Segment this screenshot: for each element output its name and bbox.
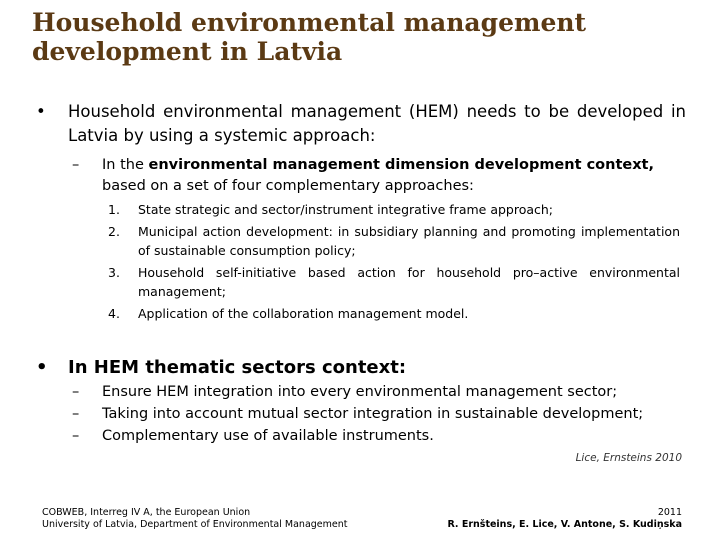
sub-bullet-marker: – — [72, 406, 80, 422]
sub-bullet-suffix: based on a set of four complementary approaches: — [102, 178, 474, 194]
citation: Lice, Ernsteins 2010 — [575, 452, 682, 464]
list-item — [108, 304, 680, 323]
sub-bullet-bold: environmental management dimension development context, — [148, 157, 655, 173]
list-item-text: State strategic and sector/instrument integrative frame approach; — [138, 202, 554, 217]
slide-title: Household environmental management development in Latvia — [32, 8, 587, 66]
list-item — [108, 222, 680, 260]
footer-project: COBWEB, Interreg IV A, the European Union — [42, 507, 251, 518]
footer-department: University of Latvia, Department of Environmental Management — [42, 519, 348, 530]
list-item — [108, 263, 680, 301]
footer-authors: R. Ernšteins, E. Lice, V. Antone, S. Kudiņska — [447, 519, 682, 530]
bullet-marker: • — [36, 102, 46, 121]
list-item-text: Taking into account mutual sector integration in sustainable development; — [102, 406, 644, 422]
footer-right — [447, 507, 682, 531]
list-item — [72, 425, 682, 447]
sub-bullet-marker: – — [72, 428, 80, 444]
sub-bullet-marker: – — [72, 384, 80, 400]
sub-bullet-marker: – — [72, 157, 80, 173]
list-item — [72, 403, 682, 425]
footer-left — [42, 507, 347, 531]
list-item-text: Ensure HEM integration into every environmental management sector; — [102, 384, 618, 400]
list-number: 3. — [108, 265, 120, 280]
list-item-text: Municipal action development: in subsidiary planning and promoting implementation of sustainable consumption policy; — [138, 224, 680, 258]
bullet-marker: • — [36, 357, 48, 378]
list-item-text: Household self-initiative based action for household pro–active environmental management; — [138, 265, 680, 299]
list-item-text: Complementary use of available instruments. — [102, 428, 434, 444]
list-number: 1. — [108, 202, 120, 217]
numbered-approaches-list — [108, 200, 680, 326]
sub-bullet-text — [102, 155, 682, 197]
footer-year: 2011 — [657, 507, 682, 518]
list-item-text: Application of the collaboration management model. — [138, 306, 469, 321]
list-item — [72, 381, 682, 403]
list-number: 2. — [108, 224, 120, 239]
bullet-text: In HEM thematic sectors context: — [68, 357, 407, 378]
thematic-sub-bullets — [72, 381, 682, 447]
list-item — [108, 200, 680, 219]
list-number: 4. — [108, 306, 120, 321]
bullet-text: Household environmental management (HEM) needs to be developed in Latvia by using a systemic approach: — [68, 102, 686, 145]
sub-bullet-prefix: In the — [102, 157, 149, 173]
